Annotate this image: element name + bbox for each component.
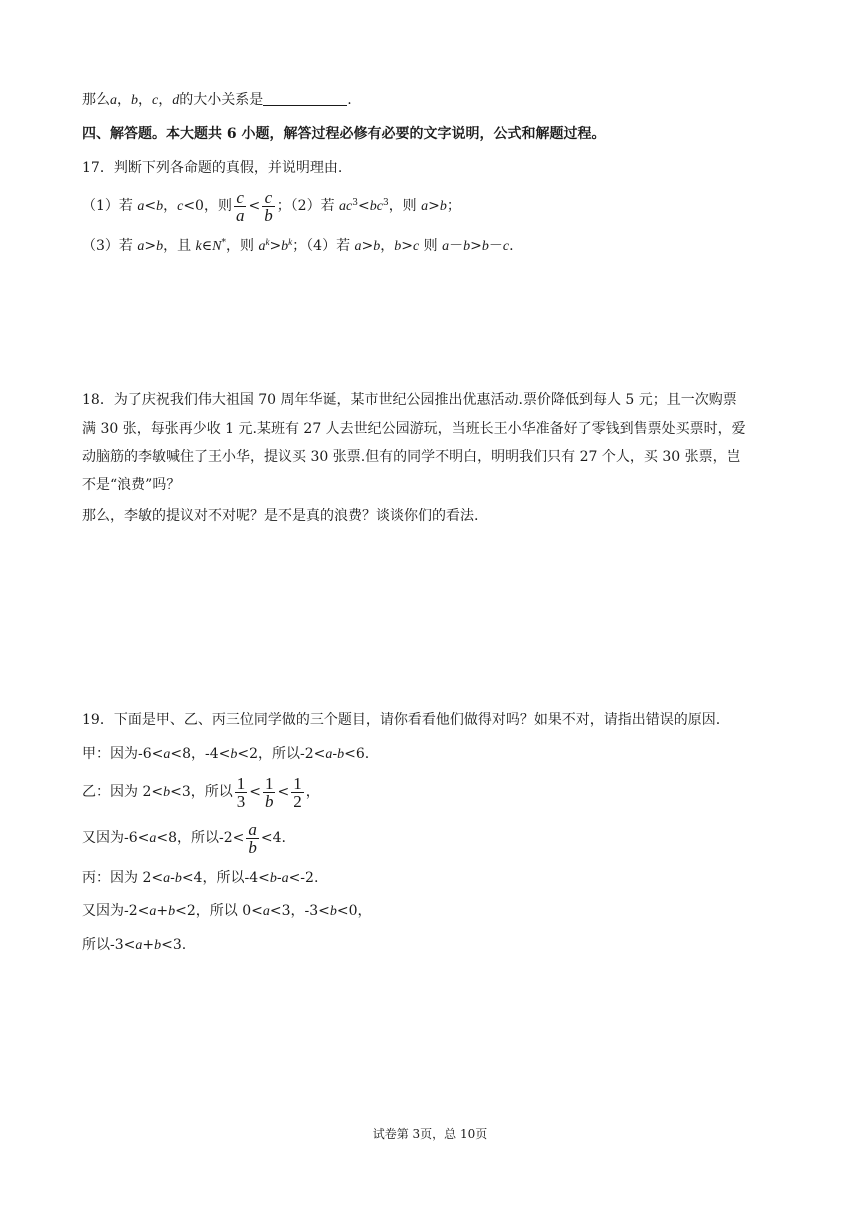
q17-line2: （3）若 a>b，且 k∈N*，则 $a^k>b^k$；（4）若 a>b，b>c 则 a－b>b－c. xyxy=(82,237,514,254)
page-footer: 试卷第 3页，总 10页 xyxy=(372,1127,488,1141)
q19-bing-line1: 丙：因为 2<a-b<4，所以-4<b-a<-2. xyxy=(82,870,319,886)
q18-line2: 满 30 张，每张再少收 1 元.某班有 27 人去世纪公园游玩，当班长王小华准备好了零钱到售票处买票时，爱 xyxy=(82,421,746,437)
fraction-1-over-3: $\frac{1}{3}$ xyxy=(236,773,246,811)
q19-bing-line3: 所以-3<a+b<3. xyxy=(82,937,187,953)
q17-line1: （1）若 a<b，c<0，则 $\frac{c}{a}$ < $\frac{c}{b}$ ；（2）若 $ac^3<bc^3$，则 a>b； xyxy=(82,187,461,225)
fraction-c-over-b: $\frac{c}{b}$ xyxy=(264,187,273,225)
q19-yi-line2: 又因为-6<a<8，所以-2< $\frac{a}{b}$ <4. xyxy=(82,819,286,857)
q19-stem: 19．下面是甲、乙、丙三位同学做的三个题目，请你看看他们做得对吗？如果不对，请指出错误的原因. xyxy=(82,712,721,728)
fraction-a-over-b: $\frac{a}{b}$ xyxy=(248,819,257,857)
q18-line5: 那么，李敏的提议对不对呢？是不是真的浪费？谈谈你们的看法. xyxy=(82,508,479,524)
fraction-c-over-a: $\frac{c}{a}$ xyxy=(235,187,245,225)
q16-answer-line: 那么a，b，c，d的大小关系是 . xyxy=(82,92,352,108)
fraction-1-over-b: $\frac{1}{b}$ xyxy=(264,773,274,811)
q19-yi-line1: 乙：因为 2<b<3，所以 $\frac{1}{3}$ < $\frac{1}{b}$ < $\frac{1}{2}$ ， xyxy=(82,773,320,811)
answer-blank[interactable] xyxy=(263,91,347,106)
q19-jia: 甲：因为-6<a<8，-4<b<2，所以-2<a-b<6. xyxy=(82,746,370,762)
fraction-1-over-2: $\frac{1}{2}$ xyxy=(293,773,302,811)
q18-line3: 动脑筋的李敏喊住了王小华，提议买 30 张票.但有的同学不明白，明明我们只有 27 个人，买 30 张票，岂 xyxy=(82,449,741,465)
q19-bing-line2: 又因为-2<a+b<2，所以 0<a<3，-3<b<0， xyxy=(82,903,372,919)
section-heading: 四、解答题。本大题共 6 小题，解答过程必修有必要的文字说明，公式和解题过程。 xyxy=(82,126,606,142)
q18-line1: 18．为了庆祝我们伟大祖国 70 周年华诞，某市世纪公园推出优惠活动.票价降低到每人 5 元；且一次购票 xyxy=(82,392,737,408)
q18-line4: 不是“浪费”吗？ xyxy=(82,477,181,493)
q17-stem: 17．判断下列各命题的真假，并说明理由. xyxy=(82,160,343,176)
